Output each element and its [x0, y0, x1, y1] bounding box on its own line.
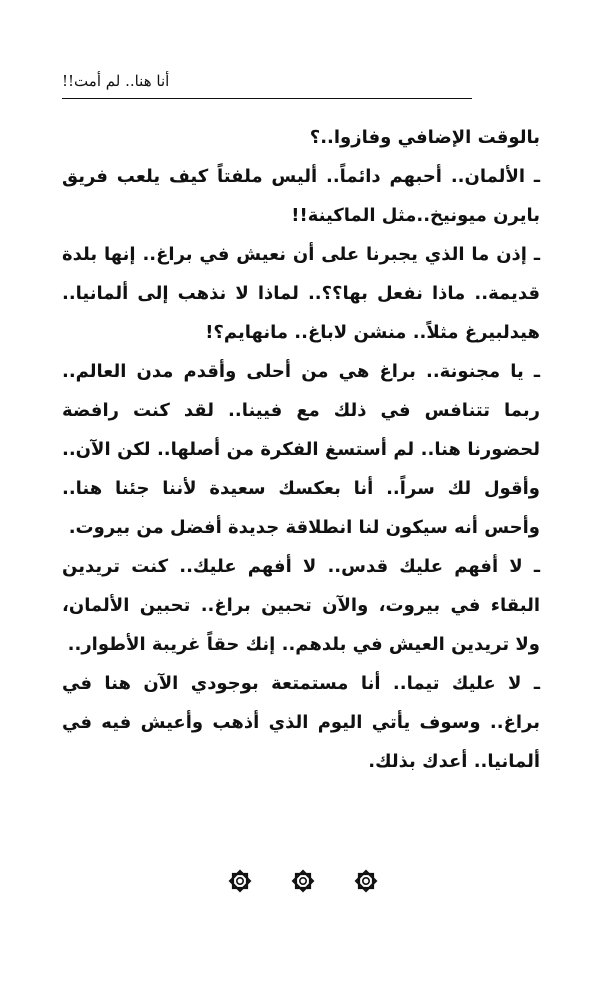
ornament-icon [289, 867, 317, 895]
ornament-icon [226, 867, 254, 895]
ornament-icon [352, 867, 380, 895]
paragraph: بالوقت الإضافي وفازوا..؟ [309, 127, 540, 148]
paragraph: ـ إذن ما الذي يجبرنا على أن نعيش في براغ.. إنها بلدة قديمة.. ماذا نفعل بها؟؟.. لماذا لا نذهب إلى ألمانيا.. هيدلبيرغ مثلاً.. منشن لاباغ.. مانهايم؟! [62, 244, 540, 343]
section-ornaments [226, 866, 380, 896]
paragraph: ـ لا عليك تيما.. أنا مستمتعة بوجودي الآن هنا في براغ.. وسوف يأتي اليوم الذي أذهب وأعيش فيه في ألمانيا.. أعدك بذلك. [62, 673, 540, 772]
header-title: أنا هنا.. لم أمت!! [62, 72, 170, 90]
paragraph: ـ يا مجنونة.. براغ هي من أحلى وأقدم مدن العالم.. ربما تتنافس في ذلك مع فيينا.. لقد كنت رافضة لحضورنا هنا.. لم أستسغ الفكرة من أصلها.. لكن الآن.. وأقول لك سراً.. أنا بعكسك سعيدة لأننا جئنا هنا.. وأحس أنه سيكون لنا انطلاقة جديدة أفضل من بيروت. [62, 361, 540, 538]
body-text [62, 118, 540, 781]
paragraph: ـ الألمان.. أحبهم دائماً.. أليس ملفتاً كيف يلعب فريق بايرن ميونيخ..مثل الماكينة!! [62, 166, 540, 226]
paragraph: ـ لا أفهم عليك قدس.. لا أفهم عليك.. كنت تريدين البقاء في بيروت، والآن تحبين براغ.. تحبين الألمان، ولا تريدين العيش في بلدهم.. إنك حقاً غريبة الأطوار.. [62, 556, 540, 655]
running-header [62, 68, 472, 99]
